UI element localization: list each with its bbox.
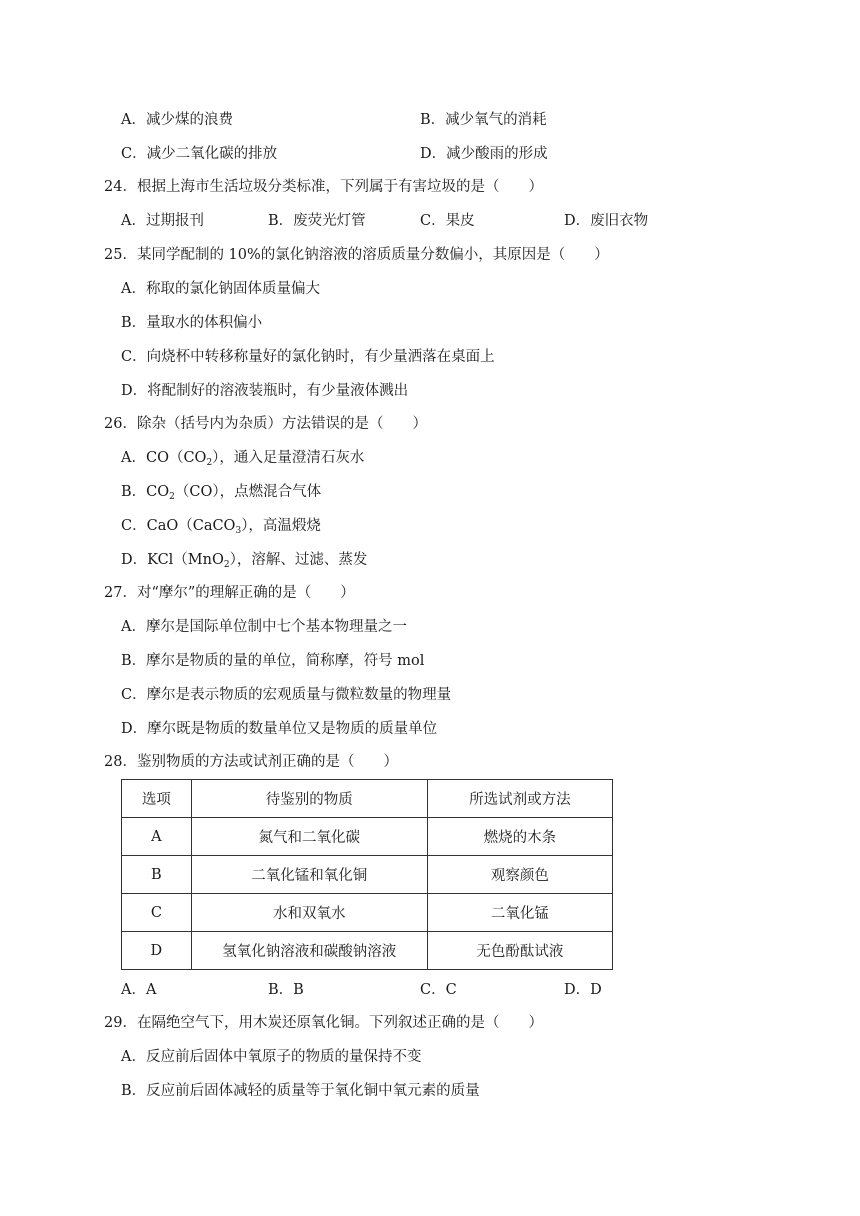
table-row [122,818,613,856]
q28-option-c: C．C [420,982,457,998]
q26-b-subscript: 2 [169,492,175,502]
q27-option-c: C．摩尔是表示物质的宏观质量与微粒数量的物理量 [121,687,452,703]
table-cell: 燃烧的木条 [427,818,612,856]
q29-option-b: B．反应前后固体减轻的质量等于氧化铜中氧元素的质量 [121,1083,480,1099]
table-cell: 无色酚酞试液 [427,932,612,970]
table-cell: 观察颜色 [427,856,612,894]
q27-option-d: D．摩尔既是物质的数量单位又是物质的质量单位 [121,721,438,737]
q26-a-text2: ），通入足量澄清石灰水 [212,450,365,466]
table-cell: D [122,932,192,970]
q24-option-b: B．废荧光灯管 [268,213,366,229]
q26-option-c [121,516,321,536]
q24-option-d: D．废旧衣物 [564,213,649,229]
q26-d-subscript: 2 [223,560,230,570]
q28-table [121,779,613,970]
table-header-cell: 选项 [122,780,192,818]
q25-option-b: B．量取水的体积偏小 [121,315,263,331]
table-row [122,856,613,894]
q23-option-a: A．减少煤的浪费 [121,112,233,128]
q24-option-c: C．果皮 [420,213,475,229]
table-header-row [122,780,613,818]
q24-stem: 24．根据上海市生活垃圾分类标准，下列属于有害垃圾的是（ ） [104,179,543,195]
q23-option-b: B．减少氧气的消耗 [420,112,547,128]
table-cell: 水和双氧水 [191,894,427,932]
table-cell: A [122,818,192,856]
q25-option-c: C．向烧杯中转移称量好的氯化钠时，有少量洒落在桌面上 [121,349,495,365]
q26-stem: 26．除杂（括号内为杂质）方法错误的是（ ） [104,416,427,432]
table-cell: 氮气和二氧化碳 [191,818,427,856]
q26-d-text2: ），溶解、过滤、蒸发 [229,552,368,568]
q26-option-a [121,448,364,468]
q27-option-b: B．摩尔是物质的量的单位，简称摩，符号 mol [121,653,425,669]
q28-stem: 28．鉴别物质的方法或试剂正确的是（ ） [104,754,398,770]
q25-option-d: D．将配制好的溶液装瓶时，有少量液体溅出 [121,383,409,399]
q26-c-subscript: 3 [235,526,242,536]
q26-d-text1: D．KCl（MnO [121,552,224,568]
q25-stem: 25．某同学配制的 10%的氯化钠溶液的溶质质量分数偏小，其原因是（ ） [104,247,609,263]
q26-option-d [121,550,367,570]
table-cell: B [122,856,192,894]
q26-c-text1: C．CaO（CaCO [121,518,236,534]
q28-option-a: A．A [121,982,157,998]
q27-stem: 27．对“摩尔”的理解正确的是（ ） [104,585,355,601]
q26-a-text1: A．CO（CO [121,450,207,466]
table-header-cell: 所选试剂或方法 [427,780,612,818]
q23-option-d: D．减少酸雨的形成 [420,146,548,162]
table-cell: 二氧化锰和氧化铜 [191,856,427,894]
q26-a-subscript: 2 [206,458,213,468]
table-row [122,894,613,932]
q28-option-d: D．D [564,982,602,998]
q23-option-c: C．减少二氧化碳的排放 [121,146,278,162]
q29-stem: 29．在隔绝空气下，用木炭还原氧化铜。下列叙述正确的是（ ） [104,1015,543,1031]
q28-option-b: B．B [268,982,304,998]
table-row [122,932,613,970]
q24-option-a: A．过期报刊 [121,213,204,229]
table-cell: 二氧化锰 [427,894,612,932]
q26-c-text2: ），高温煅烧 [241,518,321,534]
table-header-cell: 待鉴别的物质 [191,780,427,818]
table-cell: C [122,894,192,932]
q27-option-a: A．摩尔是国际单位制中七个基本物理量之一 [121,619,407,635]
q26-b-text2: （CO），点燃混合气体 [174,484,322,500]
q26-option-b [121,482,321,502]
q29-option-a: A．反应前后固体中氧原子的物质的量保持不变 [121,1049,422,1065]
q26-b-text1: B．CO [121,484,170,500]
q25-option-a: A．称取的氯化钠固体质量偏大 [121,281,320,297]
table-cell: 氢氧化钠溶液和碳酸钠溶液 [191,932,427,970]
